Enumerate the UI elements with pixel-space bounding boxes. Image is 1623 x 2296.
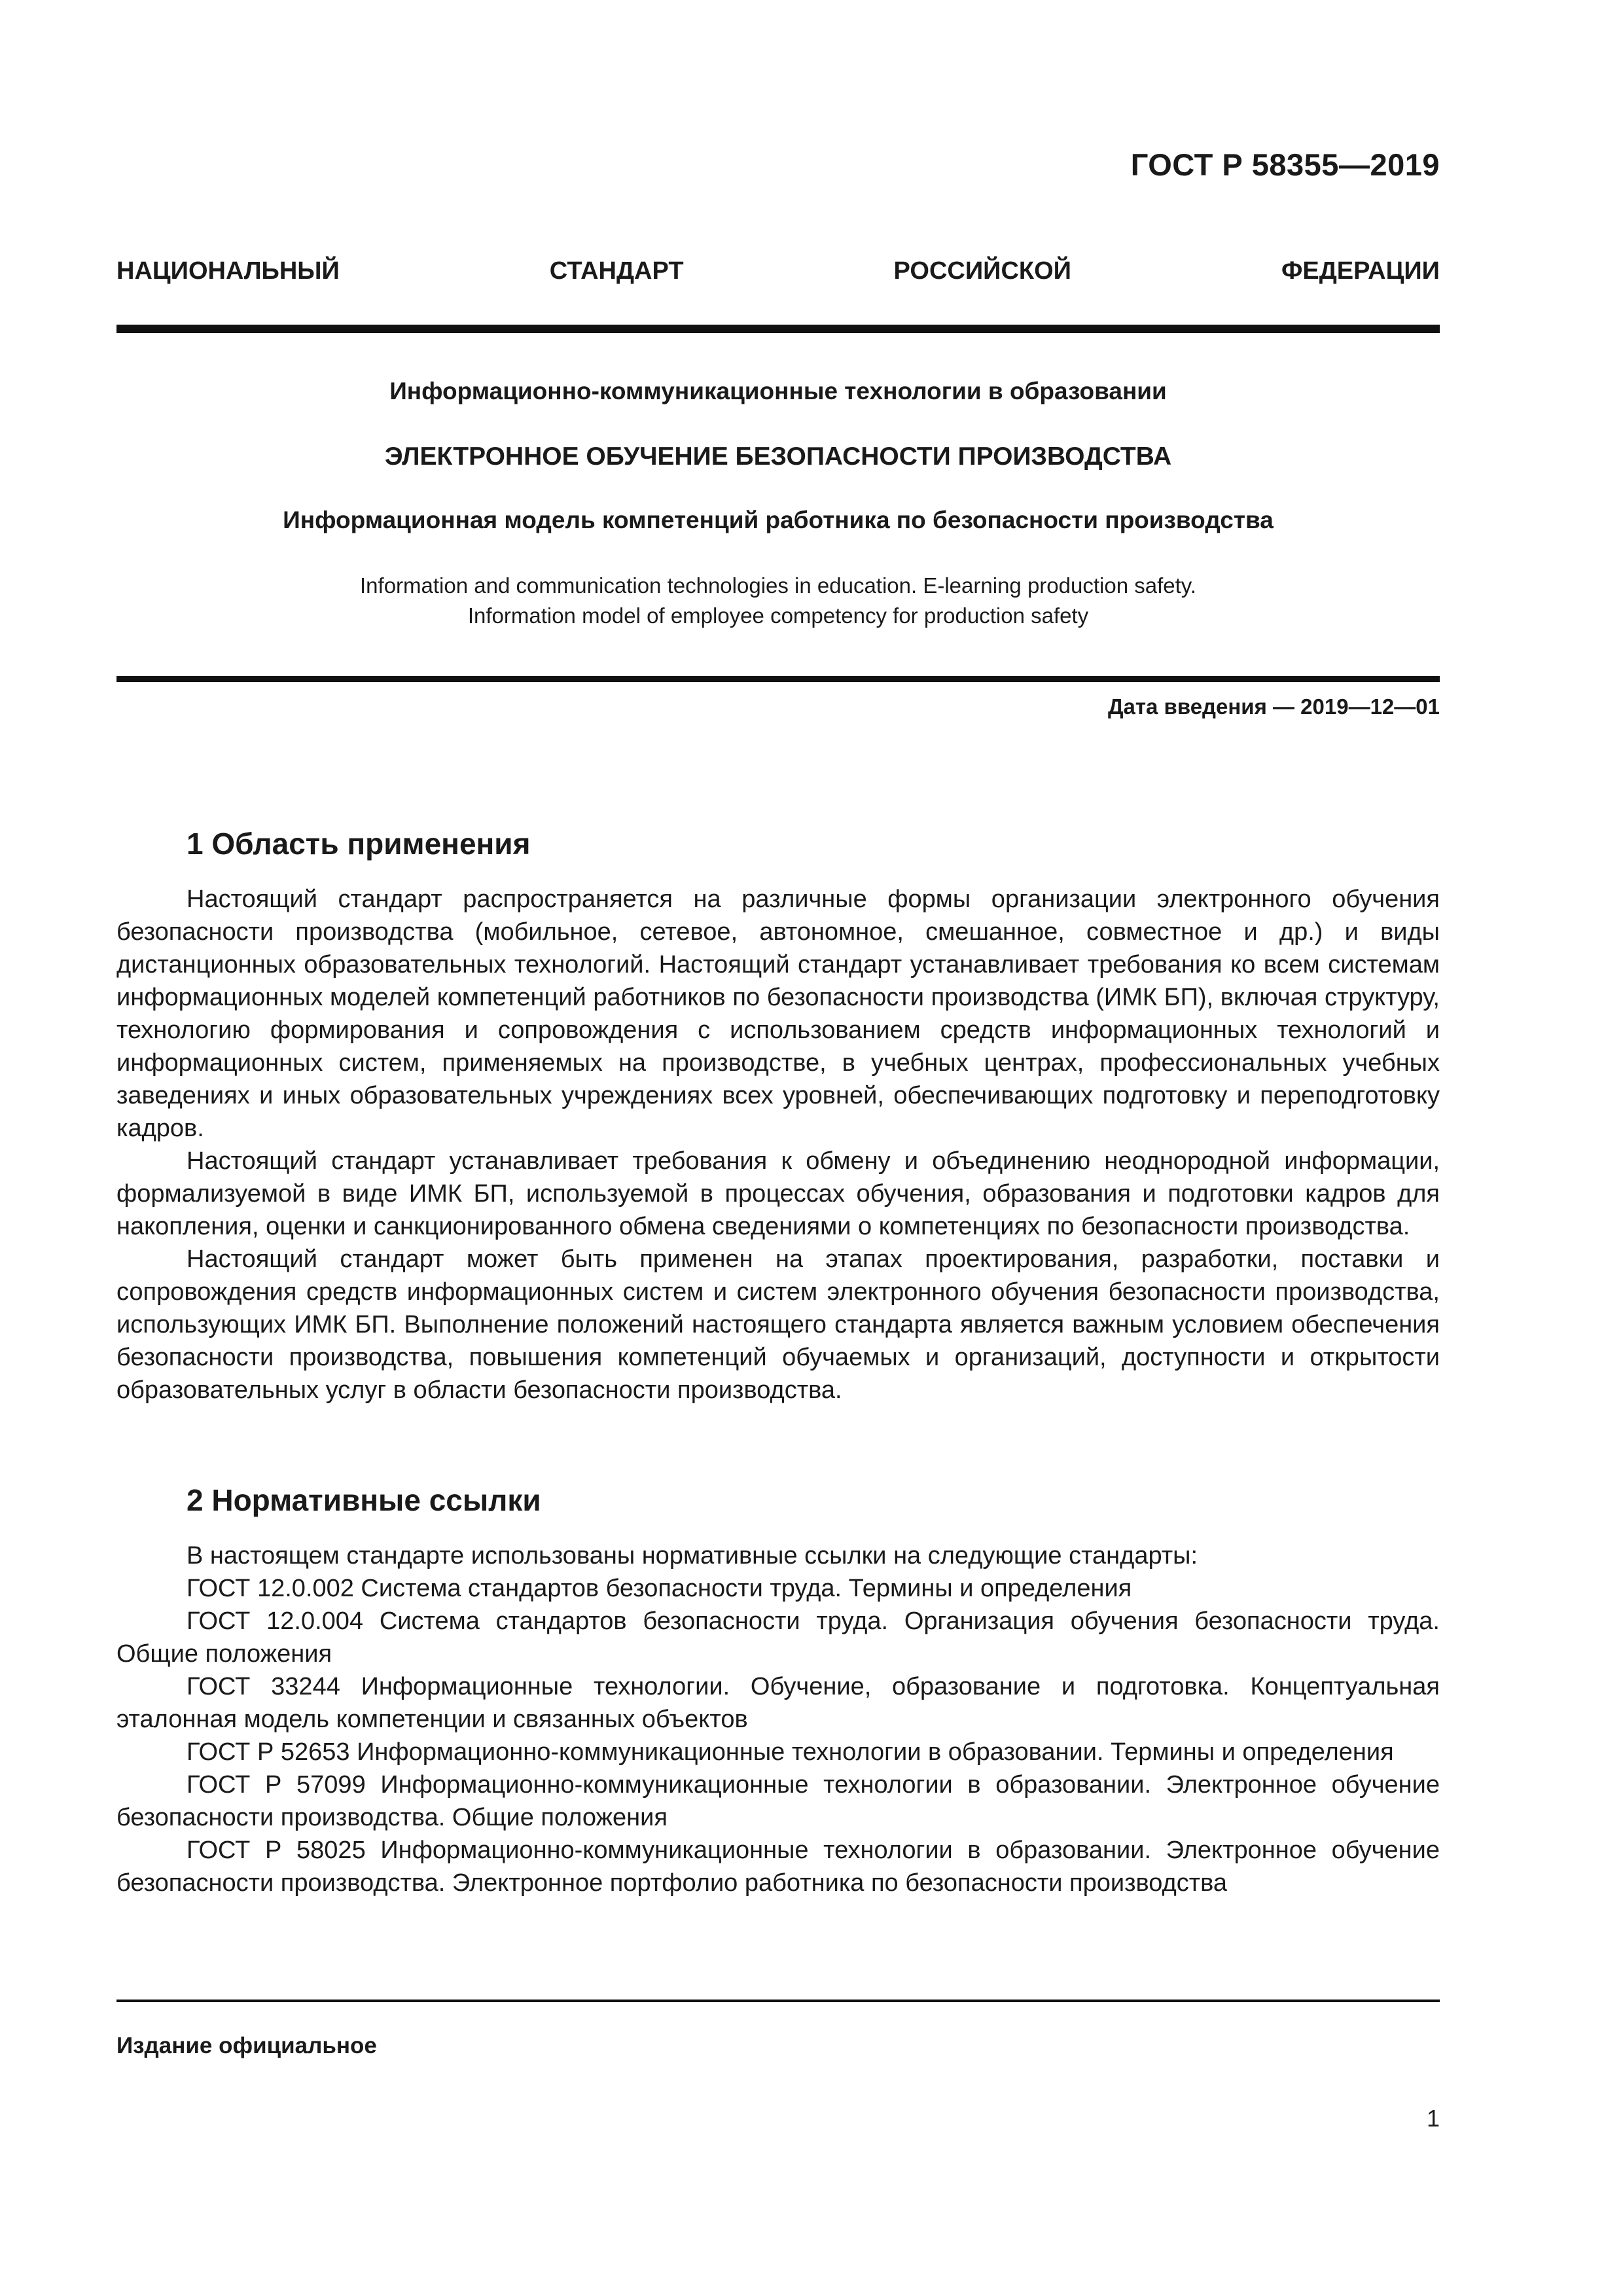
english-title [116, 571, 1440, 631]
section-2-body [116, 1539, 1440, 1899]
section-1-body [116, 883, 1440, 1407]
top-divider [116, 325, 1440, 333]
paragraph: В настоящем стандарте использованы нормативные ссылки на следующие стандарты: [187, 1542, 1198, 1570]
banner-word: НАЦИОНАЛЬНЫЙ [116, 257, 340, 285]
title-divider [116, 676, 1440, 682]
english-title-line-2: Information model of employee competency for production safety [467, 603, 1089, 628]
reference-item: ГОСТ Р 57099 Информационно-коммуникационные технологии в образовании. Электронное обучение безопасности производства. Общие положения [116, 1771, 1440, 1831]
section-1-heading: 1 Область применения [187, 827, 531, 861]
introduction-date: Дата введения — 2019—12—01 [1108, 694, 1440, 719]
reference-item: ГОСТ 12.0.004 Система стандартов безопасности труда. Организация обучения безопасности труда. Общие положения [116, 1607, 1440, 1668]
banner-word: ФЕДЕРАЦИИ [1281, 257, 1440, 285]
banner-word: РОССИЙСКОЙ [893, 257, 1071, 285]
standard-number: ГОСТ Р 58355—2019 [1130, 147, 1440, 182]
title-line-2: ЭЛЕКТРОННОЕ ОБУЧЕНИЕ БЕЗОПАСНОСТИ ПРОИЗВОДСТВА [384, 442, 1172, 471]
paragraph: Настоящий стандарт устанавливает требования к обмену и объединению неоднородной информации, формализуемой в виде ИМК БП, используемой в процессах обучения, образования и подготовки кадров для накопления, оценки и санкционированного обмена сведениями о компетенциях по безопасности производства. [116, 1147, 1440, 1240]
paragraph: Настоящий стандарт может быть применен на этапах проектирования, разработки, поставки и сопровождения средств информационных систем и систем электронного обучения безопасности производства, использующих ИМК БП. Выполнение положений настоящего стандарта является важным условием обеспечения безопасности производства, повышения компетенций обучаемых и организаций, доступности и открытости образовательных услуг в области безопасности производства. [116, 1246, 1440, 1404]
official-edition-note: Издание официальное [116, 2033, 377, 2058]
footer-divider [116, 2000, 1440, 2002]
banner-word: СТАНДАРТ [549, 257, 684, 285]
title-line-3: Информационная модель компетенций работника по безопасности производства [283, 507, 1274, 533]
section-2-heading: 2 Нормативные ссылки [187, 1483, 541, 1517]
reference-item: ГОСТ Р 52653 Информационно-коммуникационные технологии в образовании. Термины и определения [187, 1738, 1394, 1766]
english-title-line-1: Information and communication technologies in education. E-learning production safety. [360, 573, 1196, 598]
paragraph: Настоящий стандарт распространяется на различные формы организации электронного обучения безопасности производства (мобильное, сетевое, автономное, смешанное, совместное и др.) и виды дистанционных образовательных технологий. Настоящий стандарт устанавливает требования ко всем системам информационных моделей компетенций работников по безопасности производства (ИМК БП), включая структуру, технологию формирования и сопровождения с использованием средств информационных технологий и информационных систем, применяемых на производстве, в учебных центрах, профессиональных учебных заведениях и иных образовательных учреждениях всех уровней, обеспечивающих подготовку и переподготовку кадров. [116, 886, 1440, 1142]
reference-item: ГОСТ Р 58025 Информационно-коммуникационные технологии в образовании. Электронное обучение безопасности производства. Электронное портфолио работника по безопасности производства [116, 1837, 1440, 1897]
page-number: 1 [1426, 2105, 1440, 2132]
document-page [116, 0, 1440, 2296]
title-line-1: Информационно-коммуникационные технологии в образовании [389, 378, 1167, 404]
reference-item: ГОСТ 12.0.002 Система стандартов безопасности труда. Термины и определения [187, 1575, 1132, 1602]
national-standard-banner [116, 257, 1440, 285]
reference-item: ГОСТ 33244 Информационные технологии. Обучение, образование и подготовка. Концептуальная эталонная модель компетенции и связанных объектов [116, 1673, 1440, 1733]
